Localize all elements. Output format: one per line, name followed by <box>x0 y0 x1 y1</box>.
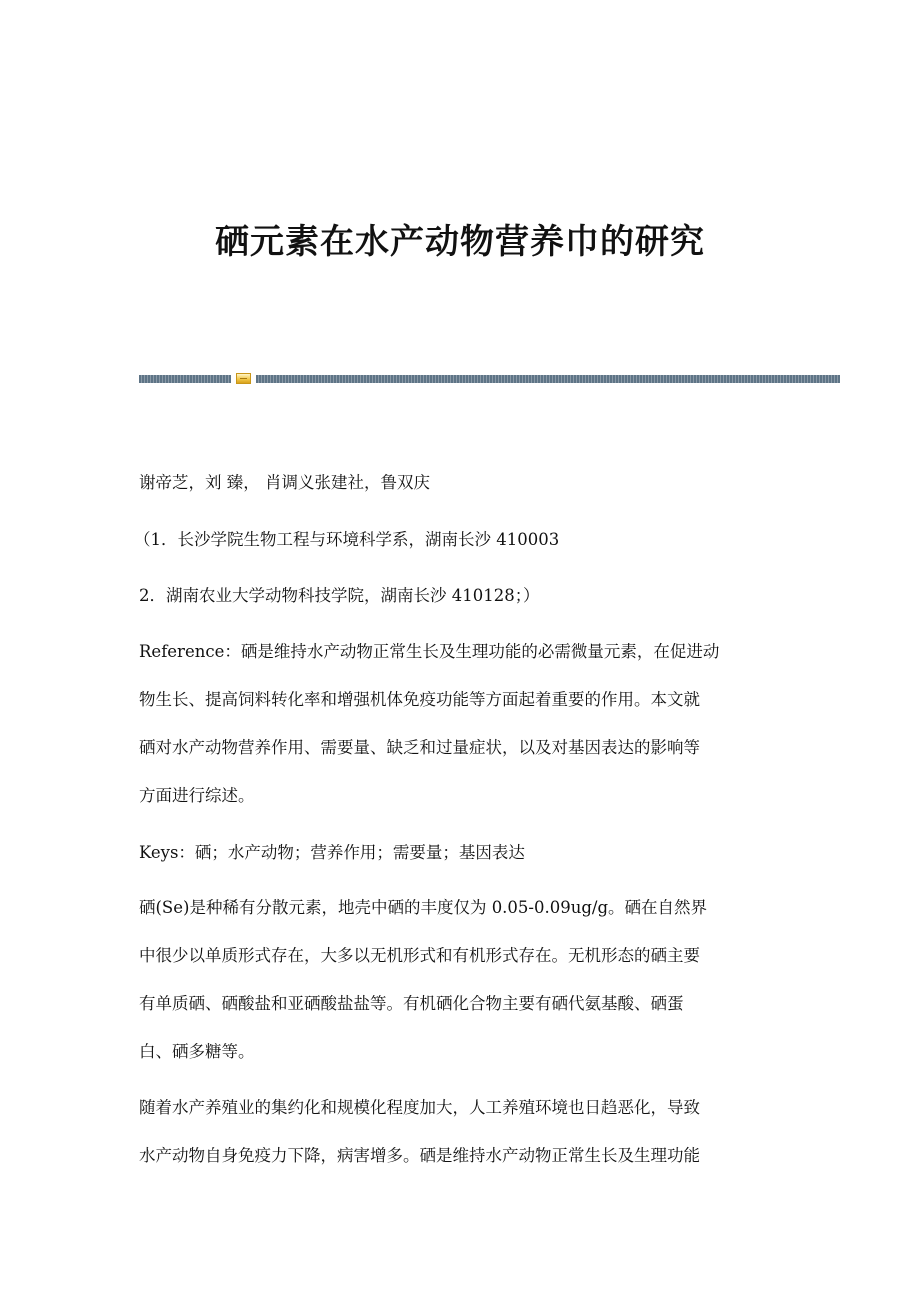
paragraph-line: 水产动物自身免疫力下降，病害增多。硒是维持水产动物正常生长及生理功能 <box>139 1146 700 1165</box>
paragraph-line: 中很少以单质形式存在，大多以无机形式和有机形式存在。无机形态的硒主要 <box>139 946 700 965</box>
affiliation-2: 2．湖南农业大学动物科技学院，湖南长沙 410128；） <box>139 586 540 605</box>
authors: 谢帝芝，刘 臻， 肖调义张建社，鲁双庆 <box>139 473 430 492</box>
divider-bar-left <box>139 375 231 383</box>
divider-ornament-icon <box>236 373 251 384</box>
paragraph-line: 随着水产养殖业的集约化和规模化程度加大，人工养殖环境也日趋恶化，导致 <box>139 1098 700 1117</box>
paragraph-line: 有单质硒、硒酸盐和亚硒酸盐盐等。有机硒化合物主要有硒代氨基酸、硒蛋 <box>139 994 684 1013</box>
divider-bar-right <box>256 375 840 383</box>
paragraph-line: 硒(Se)是种稀有分散元素，地壳中硒的丰度仅为 0.05-0.09ug/g。硒在自然界 <box>139 898 708 917</box>
abstract-line: 物生长、提高饲料转化率和增强机体免疫功能等方面起着重要的作用。本文就 <box>139 690 700 709</box>
abstract-line: 硒对水产动物营养作用、需要量、缺乏和过量症状，以及对基因表达的影响等 <box>139 738 700 757</box>
abstract-line: Reference：硒是维持水产动物正常生长及生理功能的必需微量元素，在促进动 <box>139 642 720 661</box>
affiliation-1: （1．长沙学院生物工程与环境科学系，湖南长沙 410003 <box>134 530 560 549</box>
page-title: 硒元素在水产动物营养巾的研究 <box>215 222 705 262</box>
keywords: Keys：硒；水产动物；营养作用；需要量；基因表达 <box>139 843 525 862</box>
abstract-line: 方面进行综述。 <box>139 786 255 805</box>
title-divider <box>139 375 840 383</box>
paragraph-line: 白、硒多糖等。 <box>139 1042 255 1061</box>
